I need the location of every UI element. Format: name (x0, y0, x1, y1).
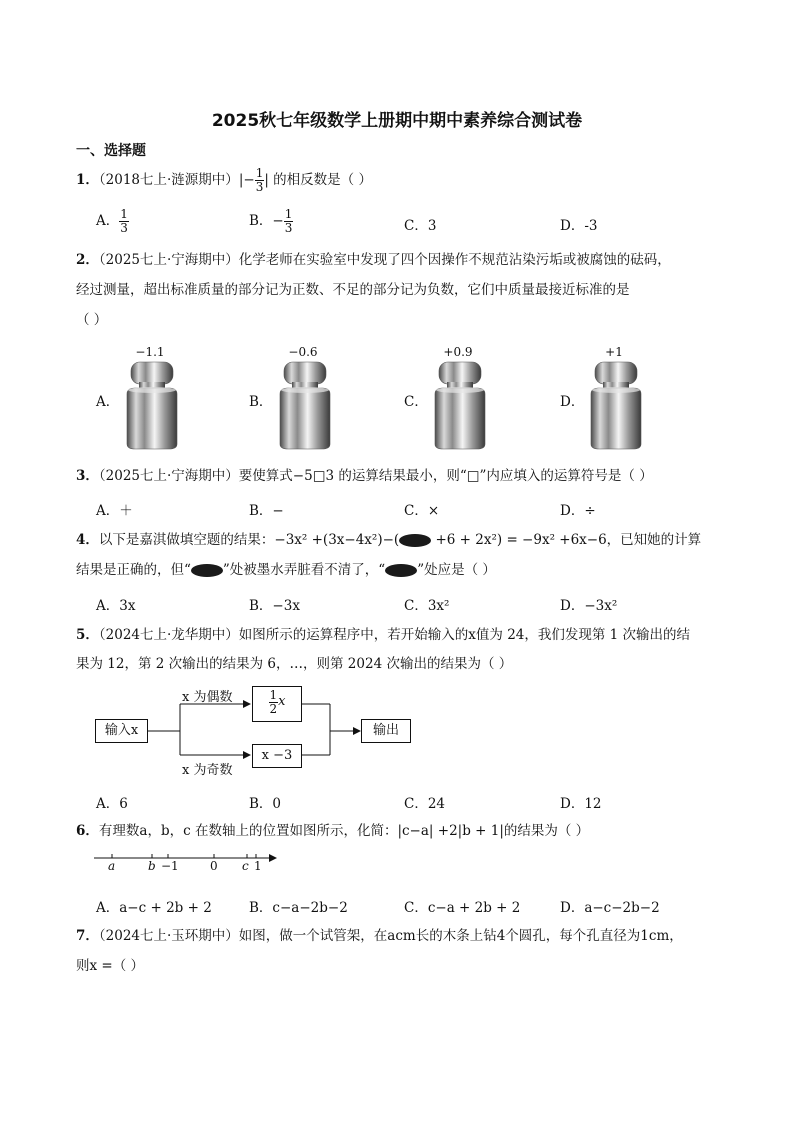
question-number: 1． (76, 172, 99, 188)
weight-icon (587, 360, 647, 452)
weight-value-label: +1 (605, 345, 623, 359)
question-text: 以下是嘉淇做填空题的结果：−3x² +(3x−4x²)−( (98, 532, 400, 548)
weight-icon (431, 360, 491, 452)
option-c[interactable]: C．× (404, 503, 440, 519)
question-number: 7． (76, 928, 99, 944)
axis-label-minus-one: −1 (161, 859, 179, 873)
axis-label-b: b (148, 859, 156, 873)
question-number: 5． (76, 627, 99, 643)
numerator: 1 (284, 207, 293, 221)
weight-value-label: +0.9 (443, 345, 473, 359)
axis-label-one: 1 (254, 859, 262, 873)
option-b[interactable] (249, 208, 293, 235)
even-branch-label: x 为偶数 (182, 690, 233, 705)
question-4-line-2 (76, 561, 496, 579)
axis-label-zero: 0 (210, 859, 218, 873)
option-a[interactable]: A．a−c + 2b + 2 (96, 900, 212, 916)
question-text: （2024七上·玉环期中）如图，做一个试管架，在acm长的木条上钻4个圆孔，每个孔直径为1cm， (98, 928, 683, 944)
section-heading: 一、选择题 (76, 143, 146, 159)
axis-label-a: a (108, 859, 116, 873)
option-label[interactable]: B． (249, 394, 273, 410)
axis-label-c: c (242, 859, 249, 873)
question-text: +6 + 2x²) = −9x² +6x−6，已知她的计算 (431, 532, 702, 548)
option-a[interactable] (96, 208, 129, 235)
fraction (269, 689, 279, 716)
option-c[interactable]: C．24 (404, 796, 446, 812)
odd-branch-label: x 为奇数 (182, 763, 233, 778)
denominator: 3 (255, 180, 264, 194)
option-d[interactable]: D．−3x² (560, 598, 618, 614)
minus-three-box: x −3 (252, 744, 302, 768)
option-b[interactable]: B．0 (249, 796, 282, 812)
option-label[interactable]: C． (404, 394, 428, 410)
ink-blot-icon (399, 534, 431, 547)
ink-blot-icon (385, 564, 417, 577)
fraction (255, 167, 265, 194)
numerator: 1 (120, 207, 128, 221)
page-title: 2025秋七年级数学上册期中期中素养综合测试卷 (211, 111, 583, 131)
question-6 (76, 822, 589, 840)
half-box (252, 686, 302, 722)
denominator: 3 (284, 221, 293, 235)
denominator: 2 (269, 702, 278, 716)
ink-blot-icon (191, 564, 223, 577)
variable: x (278, 694, 286, 709)
option-label: B． (249, 213, 273, 229)
weight-icon (123, 360, 183, 452)
question-text: ”处被墨水弄脏看不清了，“ (222, 562, 386, 578)
output-box: 输出 (361, 719, 411, 743)
question-text: （2025七上·宁海期中）要使算式−5□3 的运算结果最小，则“□”内应填入的运算符号是（ ） (98, 468, 653, 484)
option-a[interactable]: A．＋ (96, 503, 133, 519)
question-text: 结果是正确的，但“ (76, 562, 191, 578)
question-2-line-2: 经过测量，超出标准质量的部分记为正数、不足的部分记为负数，它们中质量最接近标准的是 (76, 282, 630, 298)
question-7-line-2: 则x =（ ） (76, 958, 145, 974)
option-a[interactable]: A．6 (96, 796, 128, 812)
option-label[interactable]: A． (96, 394, 120, 410)
option-c[interactable]: C．c−a + 2b + 2 (404, 900, 521, 916)
option-a[interactable]: A．3x (96, 598, 136, 614)
question-text: 的相反数是（ ） (268, 172, 372, 188)
option-d[interactable]: D．a−c−2b−2 (560, 900, 660, 916)
question-1: 1．（2018七上·涟源期中）|− $\frac{1}{3}$ | 的相反数是（ ） (76, 166, 372, 194)
option-b[interactable]: B．− (249, 503, 284, 519)
option-d[interactable]: D．-3 (560, 218, 598, 234)
numerator: 1 (255, 166, 264, 180)
option-label[interactable]: D． (560, 394, 585, 410)
question-5-line-1 (76, 626, 690, 644)
weight-icon (276, 360, 336, 452)
question-number: 6． (76, 823, 99, 839)
option-b[interactable]: B．−3x (249, 598, 300, 614)
question-text: 有理数a，b，c 在数轴上的位置如图所示，化简：|c−a| +2|b + 1|的结果为（ ） (98, 823, 590, 839)
weight-value-label: −1.1 (135, 345, 165, 359)
option-c[interactable]: C．3x² (404, 598, 450, 614)
question-source: （2018七上·涟源期中） (98, 172, 239, 188)
question-5-line-2: 果为 12，第 2 次输出的结果为 6，…，则第 2024 次输出的结果为（ ） (76, 656, 513, 672)
minus-sign: − (272, 213, 284, 229)
question-7-line-1 (76, 927, 683, 945)
option-d[interactable]: D．12 (560, 796, 602, 812)
question-text: ”处应是（ ） (417, 562, 496, 578)
option-b[interactable]: B．c−a−2b−2 (249, 900, 348, 916)
minus-sign: − (243, 172, 255, 188)
question-2-line-3: （ ） (76, 312, 108, 328)
question-4-line-1 (76, 531, 701, 549)
fraction (119, 208, 129, 235)
question-number: 2． (76, 252, 99, 268)
question-number: 4． (76, 532, 99, 548)
question-3 (76, 467, 653, 485)
fraction (284, 208, 294, 235)
option-label: A． (96, 213, 120, 229)
input-box: 输入x (95, 719, 148, 743)
weight-value-label: −0.6 (288, 345, 318, 359)
option-c[interactable]: C．3 (404, 218, 437, 234)
option-d[interactable]: D．÷ (560, 503, 596, 519)
question-text: （2025七上·宁海期中）化学老师在实验室中发现了四个因操作不规范沾染污垢或被腐蚀的砝码， (98, 252, 671, 268)
question-2-line-1 (76, 251, 671, 269)
numerator: 1 (269, 688, 278, 702)
question-number: 3． (76, 468, 99, 484)
denominator: 3 (120, 221, 128, 235)
question-text: （2024七上·龙华期中）如图所示的运算程序中，若开始输入的x值为 24，我们发现第 1 次输出的结 (98, 627, 691, 643)
